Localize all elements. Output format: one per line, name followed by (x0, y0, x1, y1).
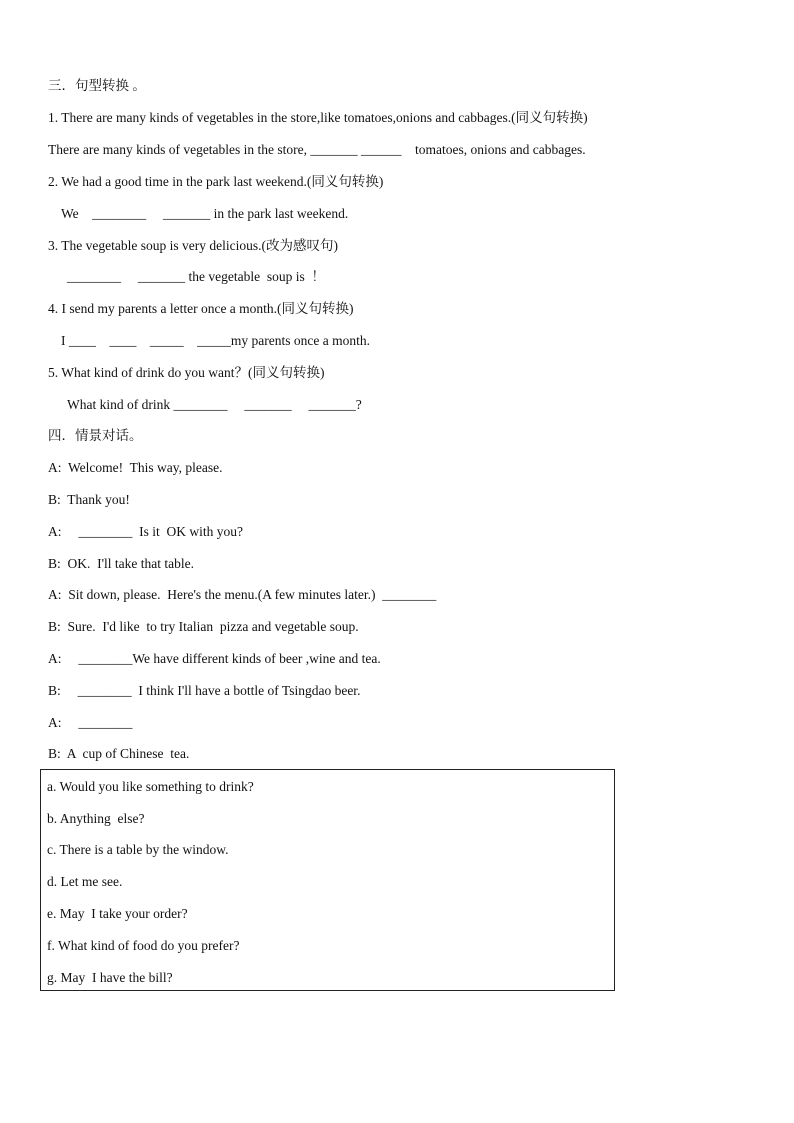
dialogue-line: B: Sure. I'd like to try Italian pizza and vegetable soup. (48, 619, 359, 634)
question-5-answer: What kind of drink ________ _______ _______? (67, 397, 362, 412)
section4-heading: 四．情景对话。 (48, 428, 143, 443)
option-a: a. Would you like something to drink? (47, 779, 254, 794)
question-4: 4. I send my parents a letter once a month.(同义句转换) (48, 301, 354, 316)
option-e: e. May I take your order? (47, 906, 188, 921)
question-2: 2. We had a good time in the park last weekend.(同义句转换) (48, 174, 384, 189)
question-1-answer: There are many kinds of vegetables in the store, _______ ______ tomatoes, onions and cabbages. (48, 142, 586, 157)
options-box (40, 769, 615, 991)
option-g: g. May I have the bill? (47, 970, 173, 985)
dialogue-line: A: Welcome! This way, please. (48, 460, 223, 475)
option-f: f. What kind of food do you prefer? (47, 938, 240, 953)
dialogue-line: A: ________We have different kinds of beer ,wine and tea. (48, 651, 381, 666)
dialogue-line: A: ________ Is it OK with you? (48, 524, 243, 539)
dialogue-line: B: OK. I'll take that table. (48, 556, 195, 571)
option-b: b. Anything else? (47, 811, 145, 826)
dialogue-line: A: Sit down, please. Here's the menu.(A few minutes later.) ________ (48, 587, 437, 602)
dialogue-line: B: ________ I think I'll have a bottle of Tsingdao beer. (48, 683, 361, 698)
question-4-answer: I ____ ____ _____ _____my parents once a month. (61, 333, 370, 348)
question-2-answer: We ________ _______ in the park last weekend. (61, 206, 349, 221)
dialogue-line: B: Thank you! (48, 492, 130, 507)
question-3: 3. The vegetable soup is very delicious.(改为感叹句) (48, 238, 338, 253)
dialogue-line: B: A cup of Chinese tea. (48, 746, 190, 761)
section3-heading: 三．句型转换 。 (48, 78, 146, 93)
question-5: 5. What kind of drink do you want？(同义句转换) (48, 365, 325, 380)
question-1: 1. There are many kinds of vegetables in the store,like tomatoes,onions and cabbages.(同义句转换) (48, 110, 588, 125)
dialogue-line: A: ________ (48, 715, 133, 730)
option-d: d. Let me see. (47, 874, 123, 889)
option-c: c. There is a table by the window. (47, 842, 229, 857)
question-3-answer: ________ _______ the vegetable soup is ！ (67, 269, 325, 284)
